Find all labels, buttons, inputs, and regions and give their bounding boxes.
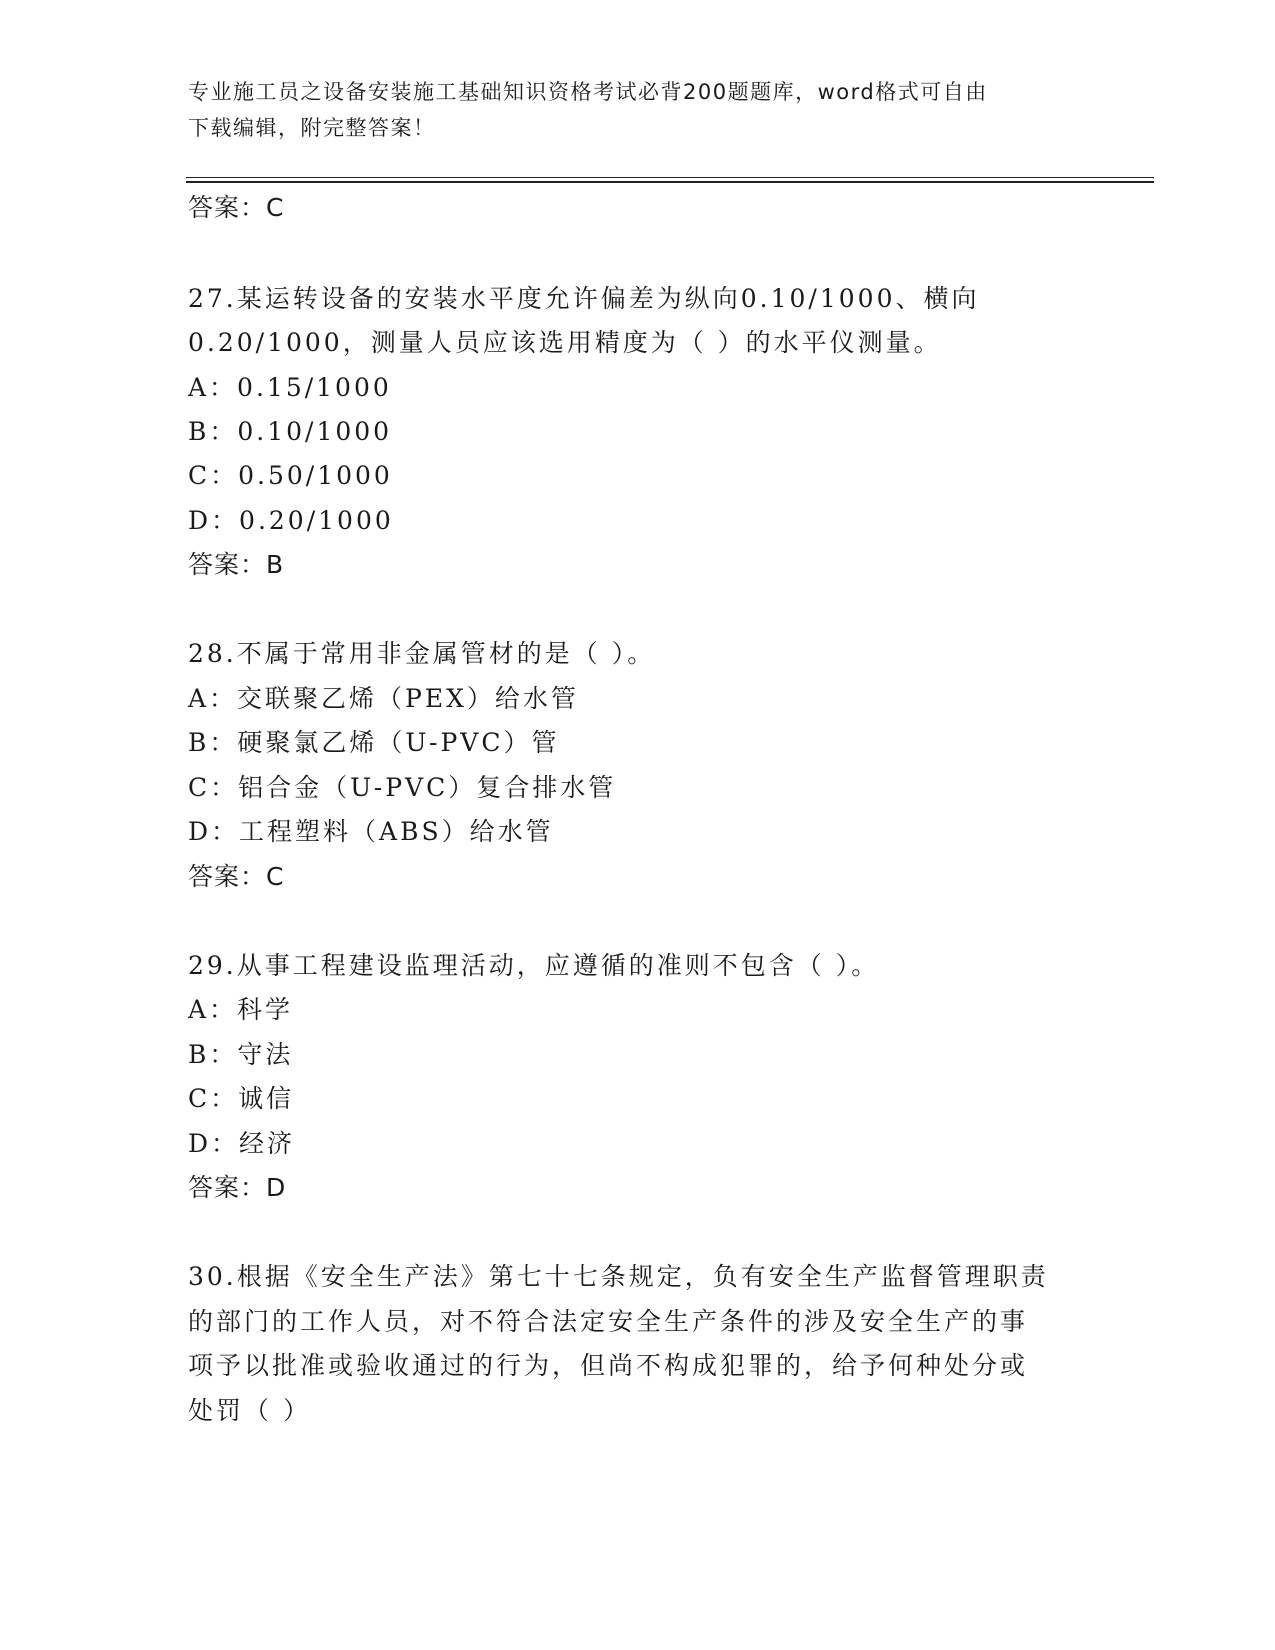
header-divider-thin (186, 177, 1154, 178)
header-divider-thick (186, 181, 1154, 183)
question-28-answer: 答案：C (188, 862, 285, 891)
question-30-line-4: 处罚（ ） (188, 1396, 311, 1425)
question-27-option-b: B：0.10/1000 (188, 417, 393, 446)
question-28-option-c: C：铝合金（U-PVC）复合排水管 (188, 773, 617, 802)
question-30-line-2: 的部门的工作人员，对不符合法定安全生产条件的涉及安全生产的事 (188, 1307, 1029, 1336)
header-line-1: 专业施工员之设备安装施工基础知识资格考试必背200题题库，word格式可自由 (188, 80, 988, 104)
question-27-option-c: C：0.50/1000 (188, 461, 393, 490)
question-30-line-1: 30.根据《安全生产法》第七十七条规定，负有安全生产监督管理职责 (188, 1262, 1049, 1291)
question-29-answer: 答案：D (188, 1173, 287, 1202)
document-header (188, 74, 1068, 146)
question-27-option-a: A：0.15/1000 (188, 373, 392, 402)
question-28-option-b: B：硬聚氯乙烯（U-PVC）管 (188, 728, 560, 757)
question-29-option-b: B：守法 (188, 1040, 294, 1069)
question-28-option-d: D：工程塑料（ABS）给水管 (188, 817, 554, 846)
question-29-option-c: C：诚信 (188, 1084, 295, 1113)
question-29-option-a: A：科学 (188, 995, 294, 1024)
question-27-option-d: D：0.20/1000 (188, 506, 394, 535)
question-30-line-3: 项予以批准或验收通过的行为，但尚不构成犯罪的，给予何种处分或 (188, 1351, 1029, 1380)
question-27-answer: 答案：B (188, 550, 285, 579)
question-29-option-d: D：经济 (188, 1129, 296, 1158)
question-29-line-1: 29.从事工程建设监理活动，应遵循的准则不包含（ ）。 (188, 951, 880, 980)
header-line-2: 下载编辑，附完整答案！ (188, 116, 436, 140)
question-28-option-a: A：交联聚乙烯（PEX）给水管 (188, 684, 579, 713)
question-27-line-1: 27.某运转设备的安装水平度允许偏差为纵向0.10/1000、横向 (188, 284, 980, 313)
answer-26: 答案：C (188, 193, 285, 222)
question-28-line-1: 28.不属于常用非金属管材的是（ ）。 (188, 639, 656, 668)
question-27-line-2: 0.20/1000，测量人员应该选用精度为（ ）的水平仪测量。 (188, 328, 942, 357)
